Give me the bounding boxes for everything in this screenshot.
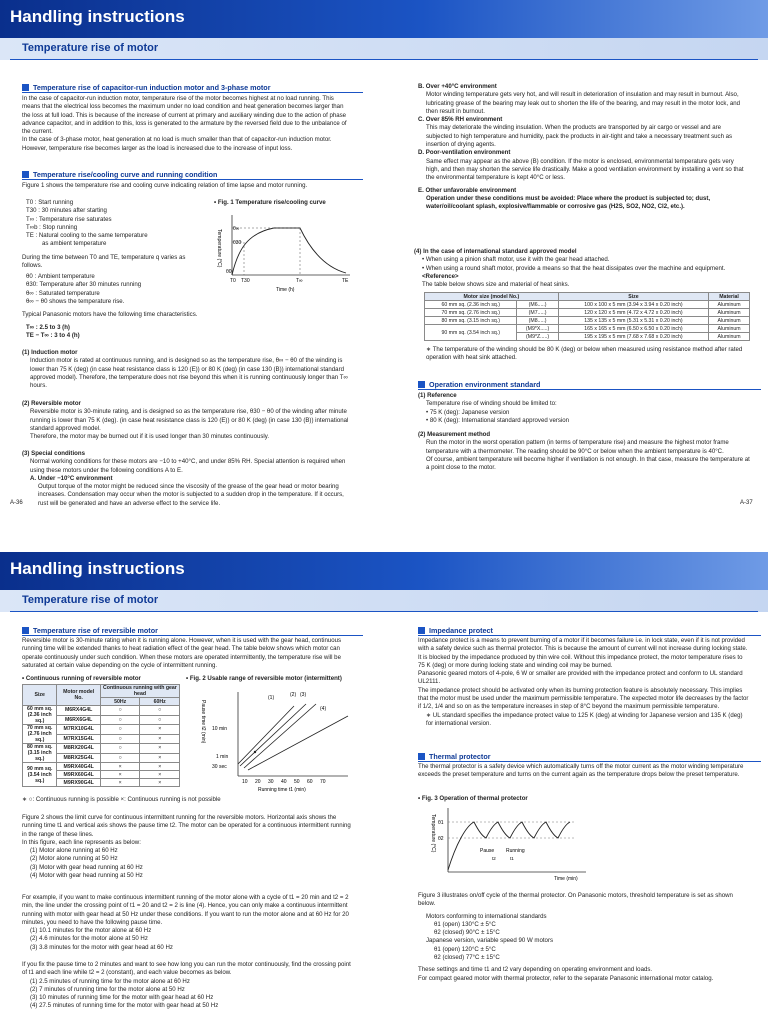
def-tinfb: T∞b : Stop running (26, 223, 78, 231)
ct-size-90 (23, 763, 57, 787)
ct-cell: × (140, 771, 180, 779)
ct-cell: ○ (140, 706, 180, 716)
fig3-t1-label: t1 (510, 856, 514, 861)
cont-table-note: ∗ ○: Continuous running is possible ×: Continuous running is not possible (22, 796, 221, 803)
cond-d-head: D. Poor-ventilation environment (418, 149, 511, 157)
induction-motor-block (22, 349, 352, 390)
ct-model: M6RX6G4L (57, 715, 100, 725)
hs-cell: 195 x 195 x 5 mm (7.68 x 7.68 x 0.20 inch) (558, 333, 708, 341)
fig1-ylabel: Temperature (°C) (216, 229, 222, 268)
table-row (23, 706, 180, 716)
hs-cell: (M8.....) (517, 317, 558, 325)
hs-cell: Aluminum (709, 301, 750, 309)
page-number-a37: A-37 (740, 500, 753, 506)
subtitle-rule (10, 59, 758, 60)
table-row (425, 325, 750, 333)
capacitor-run-para2: In the case of 3-phase motor, heat generation at no load is much smaller than that of capacitor-run induction motor. However, temperature rise becomes larger as the load is increased due to the increase of input loss. (22, 136, 332, 152)
fig1-xtick-te: TE (342, 278, 349, 284)
table-row (425, 309, 750, 317)
reversible-body: Reversible motor is 30-minute rating, and is designed so as the temperature rise, θ30 − θ0 of the winding after minute running is lower than 75 K (deg). (in case heat resistance class is 120 (E)) or 80 K (deg) (in case 130 (B)) international standard approved model. (30, 408, 349, 432)
hs-header-size: Motor size (model No.) (425, 293, 559, 301)
time-definitions (26, 199, 206, 249)
reference-body: The table below shows size and material of heat sinks. (422, 281, 570, 289)
example2-item: (4) 27.5 minutes of running time for the motor with gear head at 50 Hz (30, 1002, 219, 1010)
fig2-ytick-1min: 1 min (216, 754, 229, 760)
ct-size-label: 90 mm sq. (27, 765, 53, 772)
operation-env-block (418, 392, 750, 473)
section-subtitle: Temperature rise of motor (22, 42, 159, 54)
fig1-ytick-inf: θ∞ (233, 226, 240, 232)
rise-cooling-intro: Figure 1 shows the temperature rise and cooling curve indicating relation of time lapse and motor running. (22, 182, 308, 189)
cond-a-head: A. Under −10°C environment (30, 474, 113, 482)
fig2-body: Figure 2 shows the limit curve for continuous intermittent running for the reversible motors. Horizontal axis shows the running time t1 and vertical axis shows the pause time t2. The motor can be operated for a continuous intermittent running in the range of these lines. (22, 814, 351, 838)
special-head: (3) Special conditions (22, 450, 85, 457)
ct-cell: × (140, 763, 180, 771)
fig2-line-3 (244, 704, 316, 768)
ct-cell: × (100, 763, 140, 771)
special-conditions-block (22, 450, 352, 508)
measurement-head: (2) Measurement method (418, 431, 491, 439)
ct-size-80 (23, 744, 57, 763)
fig1-curve (232, 228, 346, 275)
induction-body: Induction motor is rated at continuous running, and is designed so as the temperature rise, θ∞ − θ0 of the winding is lower than 75 K (deg) (in case heat resistance class is 120 (E)) or 80 K (deg) (in case 130 (B)) international standard approved model). Therefore, the temperature does not rise beyond this when it is running continuously longer than T∞ hours. (30, 357, 348, 390)
fig2-label-4: (4) (320, 706, 327, 712)
intl-head: (4) In the case of international standard approved model (414, 248, 577, 255)
ct-header-cont: Continuous running with gear head (100, 685, 179, 698)
ct-model: M6RX4G4L (57, 706, 100, 716)
theta-0: θ0 : Ambient temperature (26, 273, 95, 280)
fig2-ylabel: Pause time t2 (min) (200, 700, 206, 744)
fig2-xtick: 70 (320, 779, 326, 785)
final-note2: For compact geared motor with thermal protector, refer to the separate Panasonic international motor catalog. (418, 974, 714, 982)
fig2-chart (196, 686, 352, 794)
fig1-xtick-t30: T30 (241, 278, 250, 284)
page-number-a36: A-36 (10, 500, 23, 506)
ct-model: M9RX90G4L (57, 779, 100, 787)
ref1-body: Temperature rise of winding should be limited to: (426, 400, 557, 408)
table-row (425, 317, 750, 325)
def-te-cont: as ambient temperature (42, 240, 107, 248)
reversible-head: (2) Reversible motor (22, 400, 81, 407)
cond-b-head: B. Over +40°C environment (418, 83, 497, 90)
table-row (23, 744, 180, 754)
ct-cell: × (140, 734, 180, 744)
page-title-2: Handling instructions (10, 559, 185, 578)
ct-cell: ○ (100, 706, 140, 716)
fig2-xtick: 20 (255, 779, 261, 785)
example2-body: If you fix the pause time to 2 minutes and want to see how long you can run the motor continuously, find the crossing point of t1 and each line while t2 = 2 (constant), and each value becomes as below. (22, 961, 351, 977)
ct-size-label: 60 mm sq. (27, 706, 53, 712)
induction-head: (1) Induction motor (22, 349, 78, 356)
hs-cell: 60 mm sq. (2.36 inch sq.) (425, 301, 517, 309)
ct-size-inch: (3.54 inch sq.) (27, 771, 52, 784)
fig2-xtick: 50 (294, 779, 300, 785)
hs-header-dims: Size (558, 293, 708, 301)
subtitle-rule-2 (10, 611, 758, 612)
ref1-head: (1) Reference (418, 392, 457, 399)
ct-cell: × (140, 753, 180, 763)
fig3-t2-label: t2 (492, 856, 496, 861)
example1-item: (2) 4.6 minutes for the motor alone at 50 Hz (30, 935, 148, 943)
fig3-body: Figure 3 illustrates on/off cycle of the thermal protector. On Panasonic motors, threshold temperature is set as shown below. (418, 892, 733, 908)
table-header-row (425, 293, 750, 301)
fig2-line-desc: (2) Motor alone running at 50 Hz (30, 855, 118, 863)
table-row (425, 301, 750, 309)
fig2-ytick-10min: 10 min (212, 726, 228, 732)
theta-30: θ30: Temperature after 30 minutes running (26, 281, 142, 289)
theta-rise: θ∞ − θ0 shows the temperature rise. (26, 297, 125, 305)
cond-b-body: Motor winding temperature gets very hot, and will result in deterioration of insulation and may result in burnout. Also, lubricating grease of the bearing may leak out to shorten the life of the bearing, and may result in the motor lock, and then result in burnout. (426, 91, 741, 115)
section-subtitle-2: Temperature rise of motor (22, 594, 159, 606)
impedance-body2: Panasonic geared motors of 4-pole, 6 W or smaller are provided with the impedance protect and conform to UL standard UL2111. (418, 670, 743, 686)
typ-tinf: T∞ : 2.5 to 3 (h) (26, 324, 70, 331)
impedance-body: Impedance protect is a means to prevent burning of a motor if it becomes failure i.e. in lock state, even if it is not provided with a safety device such as thermal protector. This is because the amount of current will not increase during locking state. It is blocked by the impedance produced by thin wire coil. Without this impedance protect, the motor temperature rises to 75 K (deg) or more during locking state and winding coil may be burned. (418, 637, 748, 669)
typical-values (26, 324, 206, 341)
fig2-xtick: 30 (268, 779, 274, 785)
intl-theta2: θ2 (closed) 90°C ± 15°C (434, 929, 500, 937)
ct-size-inch: (2.36 inch sq.) (27, 712, 52, 724)
fig3-xlabel: Time (min) (554, 876, 578, 882)
ct-header-50hz: 50Hz (100, 698, 140, 706)
thermal-protector-body: The thermal protector is a safety device which automatically turns off the motor current as the motor winding temperature exceeds the preset temperature and turns on the current again as the temperature drops below the preset temperature. (418, 763, 744, 779)
theta-definitions (26, 273, 206, 306)
hs-header-material: Material (709, 293, 750, 301)
page-header-2 (0, 552, 768, 590)
reversible-intro: Reversible motor is 30-minute rating when it is running alone. However, when it is used with the gear head, continuous running time will be extended thanks to heat radiation effect of the gear head. The table below shows which motor can operate continuously under such condition. When these motors are operated intermittently, the temperature rise will be saturated at certain value depending on the cycle of intermittent running. (22, 637, 342, 669)
section-subtitle-bar (0, 38, 768, 60)
hs-cell: 165 x 165 x 5 mm (6.50 x 6.50 x 0.20 inch) (558, 325, 708, 333)
ct-size-70 (23, 725, 57, 744)
ct-size-inch: (2.76 inch sq.) (27, 731, 52, 743)
fig2-label-2: (2) (290, 692, 297, 698)
ct-cell: ○ (100, 753, 140, 763)
heat-sink-note: ∗ The temperature of the winding should be 80 K (deg) or below when measured using resistance method after rated operation with heat sink attached. (426, 346, 743, 362)
fig3-title: • Fig. 3 Operation of thermal protector (418, 795, 528, 802)
hs-cell: Aluminum (709, 317, 750, 325)
reference-head: <Reference> (422, 272, 459, 280)
example1-item: (1) 10.1 minutes for the motor alone at 60 Hz (30, 927, 152, 935)
ct-size-label: 70 mm sq. (27, 725, 53, 731)
hs-cell: Aluminum (709, 333, 750, 341)
fig2-xtick: 10 (242, 779, 248, 785)
ct-cell: × (100, 771, 140, 779)
reversible-motor-block (22, 400, 352, 441)
fig3-pause-label: Pause (480, 848, 495, 854)
ct-model: M9RX60G4L (57, 771, 100, 779)
cond-e-head: E. Other unfavorable environment (418, 186, 517, 194)
hs-cell: Aluminum (709, 309, 750, 317)
fig2-label-3: (3) (300, 692, 307, 698)
fig2-line-desc: (1) Motor alone running at 60 Hz (30, 847, 118, 855)
heading-capacitor-run: Temperature rise of capacitor-run induction motor and 3-phase motor (22, 83, 363, 93)
def-t0: T0 : Start running (26, 199, 74, 206)
impedance-note: ∗ UL standard specifies the impedance protect value to 125 K (deg) at winding for Japanese version and 135 K (deg) for international version. (426, 711, 743, 727)
fig1-title: • Fig. 1 Temperature rise/cooling curve (214, 199, 326, 206)
typ-te: TE − T∞ : 3 to 4 (h) (26, 332, 80, 340)
reversible-body2: Therefore, the motor may be burned out if it is used longer than 30 minutes continuously. (30, 433, 270, 441)
example2-block (22, 961, 352, 1011)
ct-cell: × (140, 744, 180, 754)
fig3-ylabel: Temperature (°C) (430, 814, 436, 853)
heading-reversible: Temperature rise of reversible motor (22, 626, 363, 636)
ct-cell: ○ (100, 734, 140, 744)
table-row (23, 763, 180, 771)
fig2-lines-intro: In this figure, each line represents as below: (22, 838, 141, 846)
example1-body: For example, if you want to make continuous intermittent running of the motor alone with a cycle of t1 = 20 min and t2 = 2 min, the line under the crossing point of t1 = 20 and t2 = 2 is line (4). Hence, you can only make a continuous intermittent running with motor with gear head at 50 Hz under these conditions. If you want to run the motor alone and at 60 Hz for 20 minutes, you need to have the following pause time. (22, 894, 349, 926)
table-header-row (23, 685, 180, 698)
fig2-line-4 (248, 716, 348, 770)
hs-cell: 90 mm sq. (3.54 inch sq.) (425, 325, 517, 341)
fig3-running-label: Running (506, 848, 525, 854)
fig1-xlabel: Time (h) (276, 287, 295, 293)
ref1-bullet1: • 75 K (deg): Japanese version (426, 408, 510, 416)
cond-d-body: Same effect may appear as the above (B) condition. If the motor is enclosed, environmental temperature gets very high, and then may shorten the service life drastically. Make a good ventilation environment by installing a vent so that the environmental temperature is kept 40°C or less. (426, 157, 744, 182)
ct-cell: × (140, 725, 180, 735)
hs-cell: (M7.....) (517, 309, 558, 317)
measurement-body2: Of course, ambient temperature will become higher if ventilation is not enough. In that case, measure the temperature at a point close to the motor. (426, 456, 750, 472)
fig2-example-point (254, 751, 256, 753)
example1-item: (3) 3.8 minutes for the motor with gear head at 60 Hz (30, 943, 173, 951)
fig2-xtick: 60 (307, 779, 313, 785)
ct-size-inch: (3.15 inch sq.) (27, 750, 52, 762)
def-t30: T30 : 30 minutes after starting (26, 207, 107, 215)
page-reversible-impedance (0, 512, 768, 1024)
ct-size-60 (23, 706, 57, 725)
capacitor-run-para1: In the case of capacitor-run induction motor, temperature rise of the motor becomes highest at no load running. This means that the electrical loss becomes the maximum under no load condition and heat generation becomes larger than the loss at full load. This is because of the increase of current at primary and auxiliary winding due to the action of phase advance capacitor, and in addition to this, loss is generated to the armature by the reversed field due to the unbalance of the current. (22, 95, 347, 136)
ct-model: M7RX10G4L (57, 725, 100, 735)
cond-c-body: This may deteriorate the winding insulation. When the products are transported by air cargo or vessel and are subjected to high temperature and humidity, pack the products in air-tight and take a necessary treatment such as insertion of drying agents. (426, 124, 733, 149)
fig1-chart (214, 209, 354, 297)
ct-model: M7RX15G4L (57, 734, 100, 744)
fig2-xlabel: Running time t1 (min) (258, 787, 306, 793)
ct-cell: × (100, 779, 140, 787)
fig3-temp-curve (448, 822, 570, 870)
ct-cell: ○ (140, 715, 180, 725)
fig2-title: • Fig. 2 Usable range of reversible motor (intermittent) (186, 675, 342, 682)
impedance-body3: The impedance protect should be activated only when its burning protection feature is absolutely necessary. This implies that the motor must be used under the maximum permissible temperature. The expected motor life decreases by the factor if 1/2, 1/4 and so on as the temperature increases in step of 8°C beyond the maximum permissible temperature. (418, 686, 749, 711)
jp-threshold-head: Japanese version, variable speed 90 W motors (426, 937, 554, 945)
fig2-xtick: 40 (281, 779, 287, 785)
heading-operation-env: Operation environment standard (418, 380, 761, 390)
def-te: TE : Natural cooling to the same temperature (26, 232, 148, 240)
ct-cell: ○ (100, 715, 140, 725)
example2-item: (2) 7 minutes of running time for the motor alone at 50 Hz (30, 985, 185, 993)
intl-threshold-head: Motors conforming to international standards (426, 912, 547, 920)
heading-rise-cooling: Temperature rise/cooling curve and running condition (22, 170, 363, 180)
special-body: Normal working conditions for these motors are −10 to +40°C, and under 85% RH. Special attention is required when using these motors under the following conditions A to E. (30, 458, 346, 474)
ct-cell: × (140, 779, 180, 787)
hs-cell: 80 mm sq. (3.15 inch sq.) (425, 317, 517, 325)
example2-item: (3) 10 minutes of running time for the motor with gear head at 60 Hz (30, 994, 214, 1002)
intl-bullet1: • When using a pinion shaft motor, use it with the gear head attached. (422, 256, 610, 264)
impedance-block (418, 637, 750, 728)
fig2-label-1: (1) (268, 695, 275, 701)
intl-bullet2: • When using a round shaft motor, provide a means so that the heat dissipates over the machine and equipment. (422, 264, 726, 272)
ct-header-model: Motor model No. (57, 685, 100, 706)
continuous-running-table (22, 684, 180, 787)
heading-thermal-protector: Thermal protector (418, 752, 761, 762)
page-header (0, 0, 768, 38)
fig1-ytick-0: θ0 (226, 269, 232, 275)
hs-cell: 120 x 120 x 5 mm (4.72 x 4.72 x 0.20 inch) (558, 309, 708, 317)
ct-model: M8RX20G4L (57, 744, 100, 754)
fig1-xtick-tinf: T∞ (296, 278, 303, 284)
fig1-ytick-30: θ30 (233, 240, 242, 246)
def-tinf: T∞ : Temperature rise saturates (26, 215, 112, 223)
fig2-explanation (22, 814, 352, 880)
table-row (23, 725, 180, 735)
cond-e-body: Operation under these conditions must be avoided: Place where the product is subjected to; dust, water/oil/coolant splash, explosive/flammable or corrosive gas (H2S, SO2, NO2, Cl2, etc.). (426, 194, 711, 211)
ct-cell: ○ (100, 725, 140, 735)
ct-header-size: Size (23, 685, 57, 706)
hs-cell: Aluminum (709, 325, 750, 333)
hs-cell: (M9*X.....) (517, 325, 558, 333)
ct-model: M8RX25G4L (57, 753, 100, 763)
conditions-b-e (418, 83, 748, 211)
fig3-explanation (418, 892, 750, 983)
cont-table-title: • Continuous running of reversible motor (22, 675, 141, 682)
section-subtitle-bar-2 (0, 590, 768, 612)
fig1-xtick-t0: T0 (230, 278, 236, 284)
fig2-ytick-30sec: 30 sec (212, 764, 227, 770)
ct-size-label: 80 mm sq. (27, 744, 53, 750)
final-note: These settings and time t1 and t2 vary depending on operating environment and loads. (418, 966, 653, 974)
intl-theta1: θ1 (open) 130°C ± 5°C (434, 920, 496, 928)
ct-header-60hz: 60Hz (140, 698, 180, 706)
fig3-ytick-theta2: θ2 (438, 836, 444, 842)
example2-item: (1) 2.5 minutes of running time for the motor alone at 60 Hz (30, 977, 190, 985)
page-title: Handling instructions (10, 7, 185, 26)
jp-theta2: θ2 (closed) 77°C ± 15°C (434, 954, 500, 962)
theta-inf: θ∞ : Saturated temperature (26, 289, 100, 297)
hs-cell: 100 x 100 x 5 mm (3.94 x 3.94 x 0.20 inch) (558, 301, 708, 309)
jp-theta1: θ1 (open) 120°C ± 5°C (434, 945, 496, 953)
ct-model: M9RX40G4L (57, 763, 100, 771)
typical-text: Typical Panasonic motors have the following time characteristics. (22, 311, 198, 318)
fig2-line-desc: (3) Motor with gear head running at 60 Hz (30, 863, 143, 871)
ct-cell: ○ (100, 744, 140, 754)
heat-sink-table (424, 292, 750, 341)
heading-impedance: Impedance protect (418, 626, 761, 636)
hs-cell: (M9*Z.....) (517, 333, 558, 341)
fig2-line-1 (238, 706, 294, 764)
measurement-body: Run the motor in the worst operation pattern (in terms of temperature rise) and measure the highest motor frame temperature with a thermometer. The reading should be 90°C or below when the ambient temperature is 40°C. (426, 439, 729, 455)
cond-c-head: C. Over 85% RH environment (418, 116, 503, 124)
during-text: During the time between T0 and TE, temperature q varies as follows. (22, 254, 186, 270)
example1-block (22, 894, 352, 952)
fig3-ytick-theta1: θ1 (438, 820, 444, 826)
hs-cell: (M6.....) (517, 301, 558, 309)
capacitor-run-text (22, 95, 352, 153)
ref1-bullet2: • 80 K (deg): International standard approved version (426, 416, 570, 424)
hs-cell: 70 mm sq. (2.76 inch sq.) (425, 309, 517, 317)
intl-approved-block (414, 248, 750, 289)
fig3-chart (426, 804, 606, 884)
hs-cell: 135 x 135 x 5 mm (5.31 x 5.31 x 0.20 inch) (558, 317, 708, 325)
cond-a-body: Output torque of the motor might be reduced since the viscosity of the grease of the gear head or motor bearing increases. Condensation may occur when the motor is subjected to a sudden drop in the temperature. If it occurs, rust will be generated and have an adverse effect to the service life. (38, 483, 344, 507)
fig2-line-desc: (4) Motor with gear head running at 50 Hz (30, 872, 143, 880)
